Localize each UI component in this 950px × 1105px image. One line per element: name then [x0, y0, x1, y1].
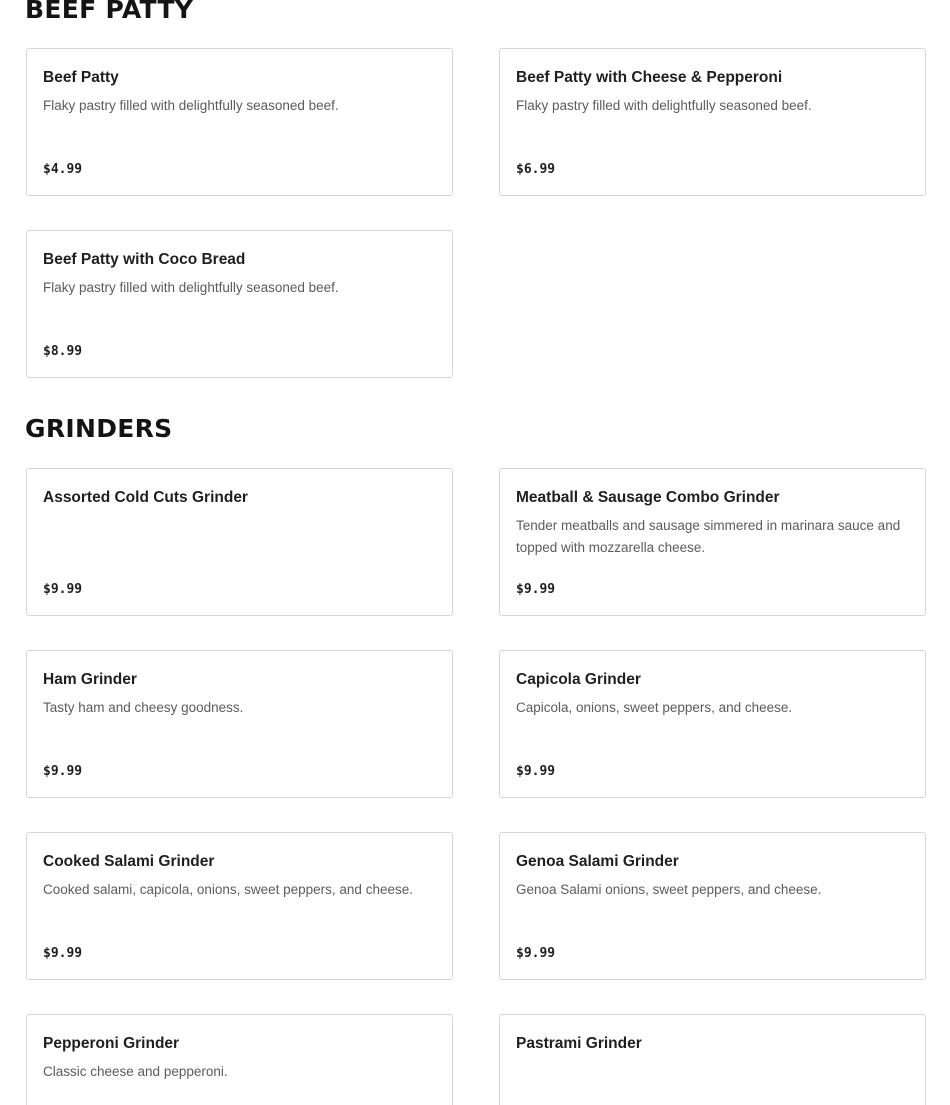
section-title-beef-patty: BEEF PATTY	[25, 0, 194, 24]
menu-item-card[interactable]	[26, 48, 453, 196]
menu-item-description: Flaky pastry filled with delightfully seasoned beef.	[43, 98, 339, 113]
menu-item-name: Capicola Grinder	[516, 671, 641, 688]
menu-item-name: Beef Patty with Coco Bread	[43, 251, 246, 268]
menu-item-card[interactable]	[499, 650, 926, 798]
menu-item-description: Capicola, onions, sweet peppers, and cheese.	[516, 700, 793, 715]
menu-item-name: Beef Patty with Cheese & Pepperoni	[516, 69, 783, 86]
section-title-grinders: GRINDERS	[25, 414, 173, 443]
menu-item-card[interactable]	[26, 468, 453, 616]
menu-item-name: Meatball & Sausage Combo Grinder	[516, 489, 780, 506]
menu-item-price: $4.99	[43, 162, 83, 177]
menu-item-price: $9.99	[43, 946, 83, 961]
menu-item-card[interactable]	[499, 48, 926, 196]
menu-item-card[interactable]	[499, 1014, 926, 1105]
menu-item-price: $9.99	[516, 764, 556, 779]
menu-item-card[interactable]	[499, 832, 926, 980]
menu-item-description: Tasty ham and cheesy goodness.	[43, 700, 244, 715]
menu-item-description: Flaky pastry filled with delightfully seasoned beef.	[43, 280, 339, 295]
menu-item-card[interactable]	[26, 230, 453, 378]
menu-item-description: Flaky pastry filled with delightfully seasoned beef.	[516, 98, 812, 113]
menu-item-price: $9.99	[43, 764, 83, 779]
menu-item-card[interactable]	[26, 1014, 453, 1105]
menu-item-card[interactable]	[499, 468, 926, 616]
menu-item-name: Ham Grinder	[43, 671, 137, 688]
menu-item-description: Cooked salami, capicola, onions, sweet peppers, and cheese.	[43, 882, 413, 897]
menu-item-name: Cooked Salami Grinder	[43, 853, 215, 870]
menu-item-name: Genoa Salami Grinder	[516, 853, 679, 870]
menu-item-name: Assorted Cold Cuts Grinder	[43, 489, 248, 506]
menu-item-name: Pepperoni Grinder	[43, 1035, 180, 1052]
menu-item-price: $6.99	[516, 162, 556, 177]
menu-item-description: Genoa Salami onions, sweet peppers, and cheese.	[516, 882, 822, 897]
menu-item-description: Classic cheese and pepperoni.	[43, 1064, 228, 1079]
menu-item-price: $9.99	[516, 946, 556, 961]
menu-item-card[interactable]	[26, 650, 453, 798]
menu-item-name: Beef Patty	[43, 69, 119, 86]
menu-item-description: Tender meatballs and sausage simmered in marinara sauce and topped with mozzarella cheese.	[516, 518, 901, 555]
menu-item-price: $9.99	[516, 582, 556, 597]
menu-item-price: $8.99	[43, 344, 83, 359]
menu-item-name: Pastrami Grinder	[516, 1035, 642, 1052]
menu-item-price: $9.99	[43, 582, 83, 597]
menu-item-card[interactable]	[26, 832, 453, 980]
